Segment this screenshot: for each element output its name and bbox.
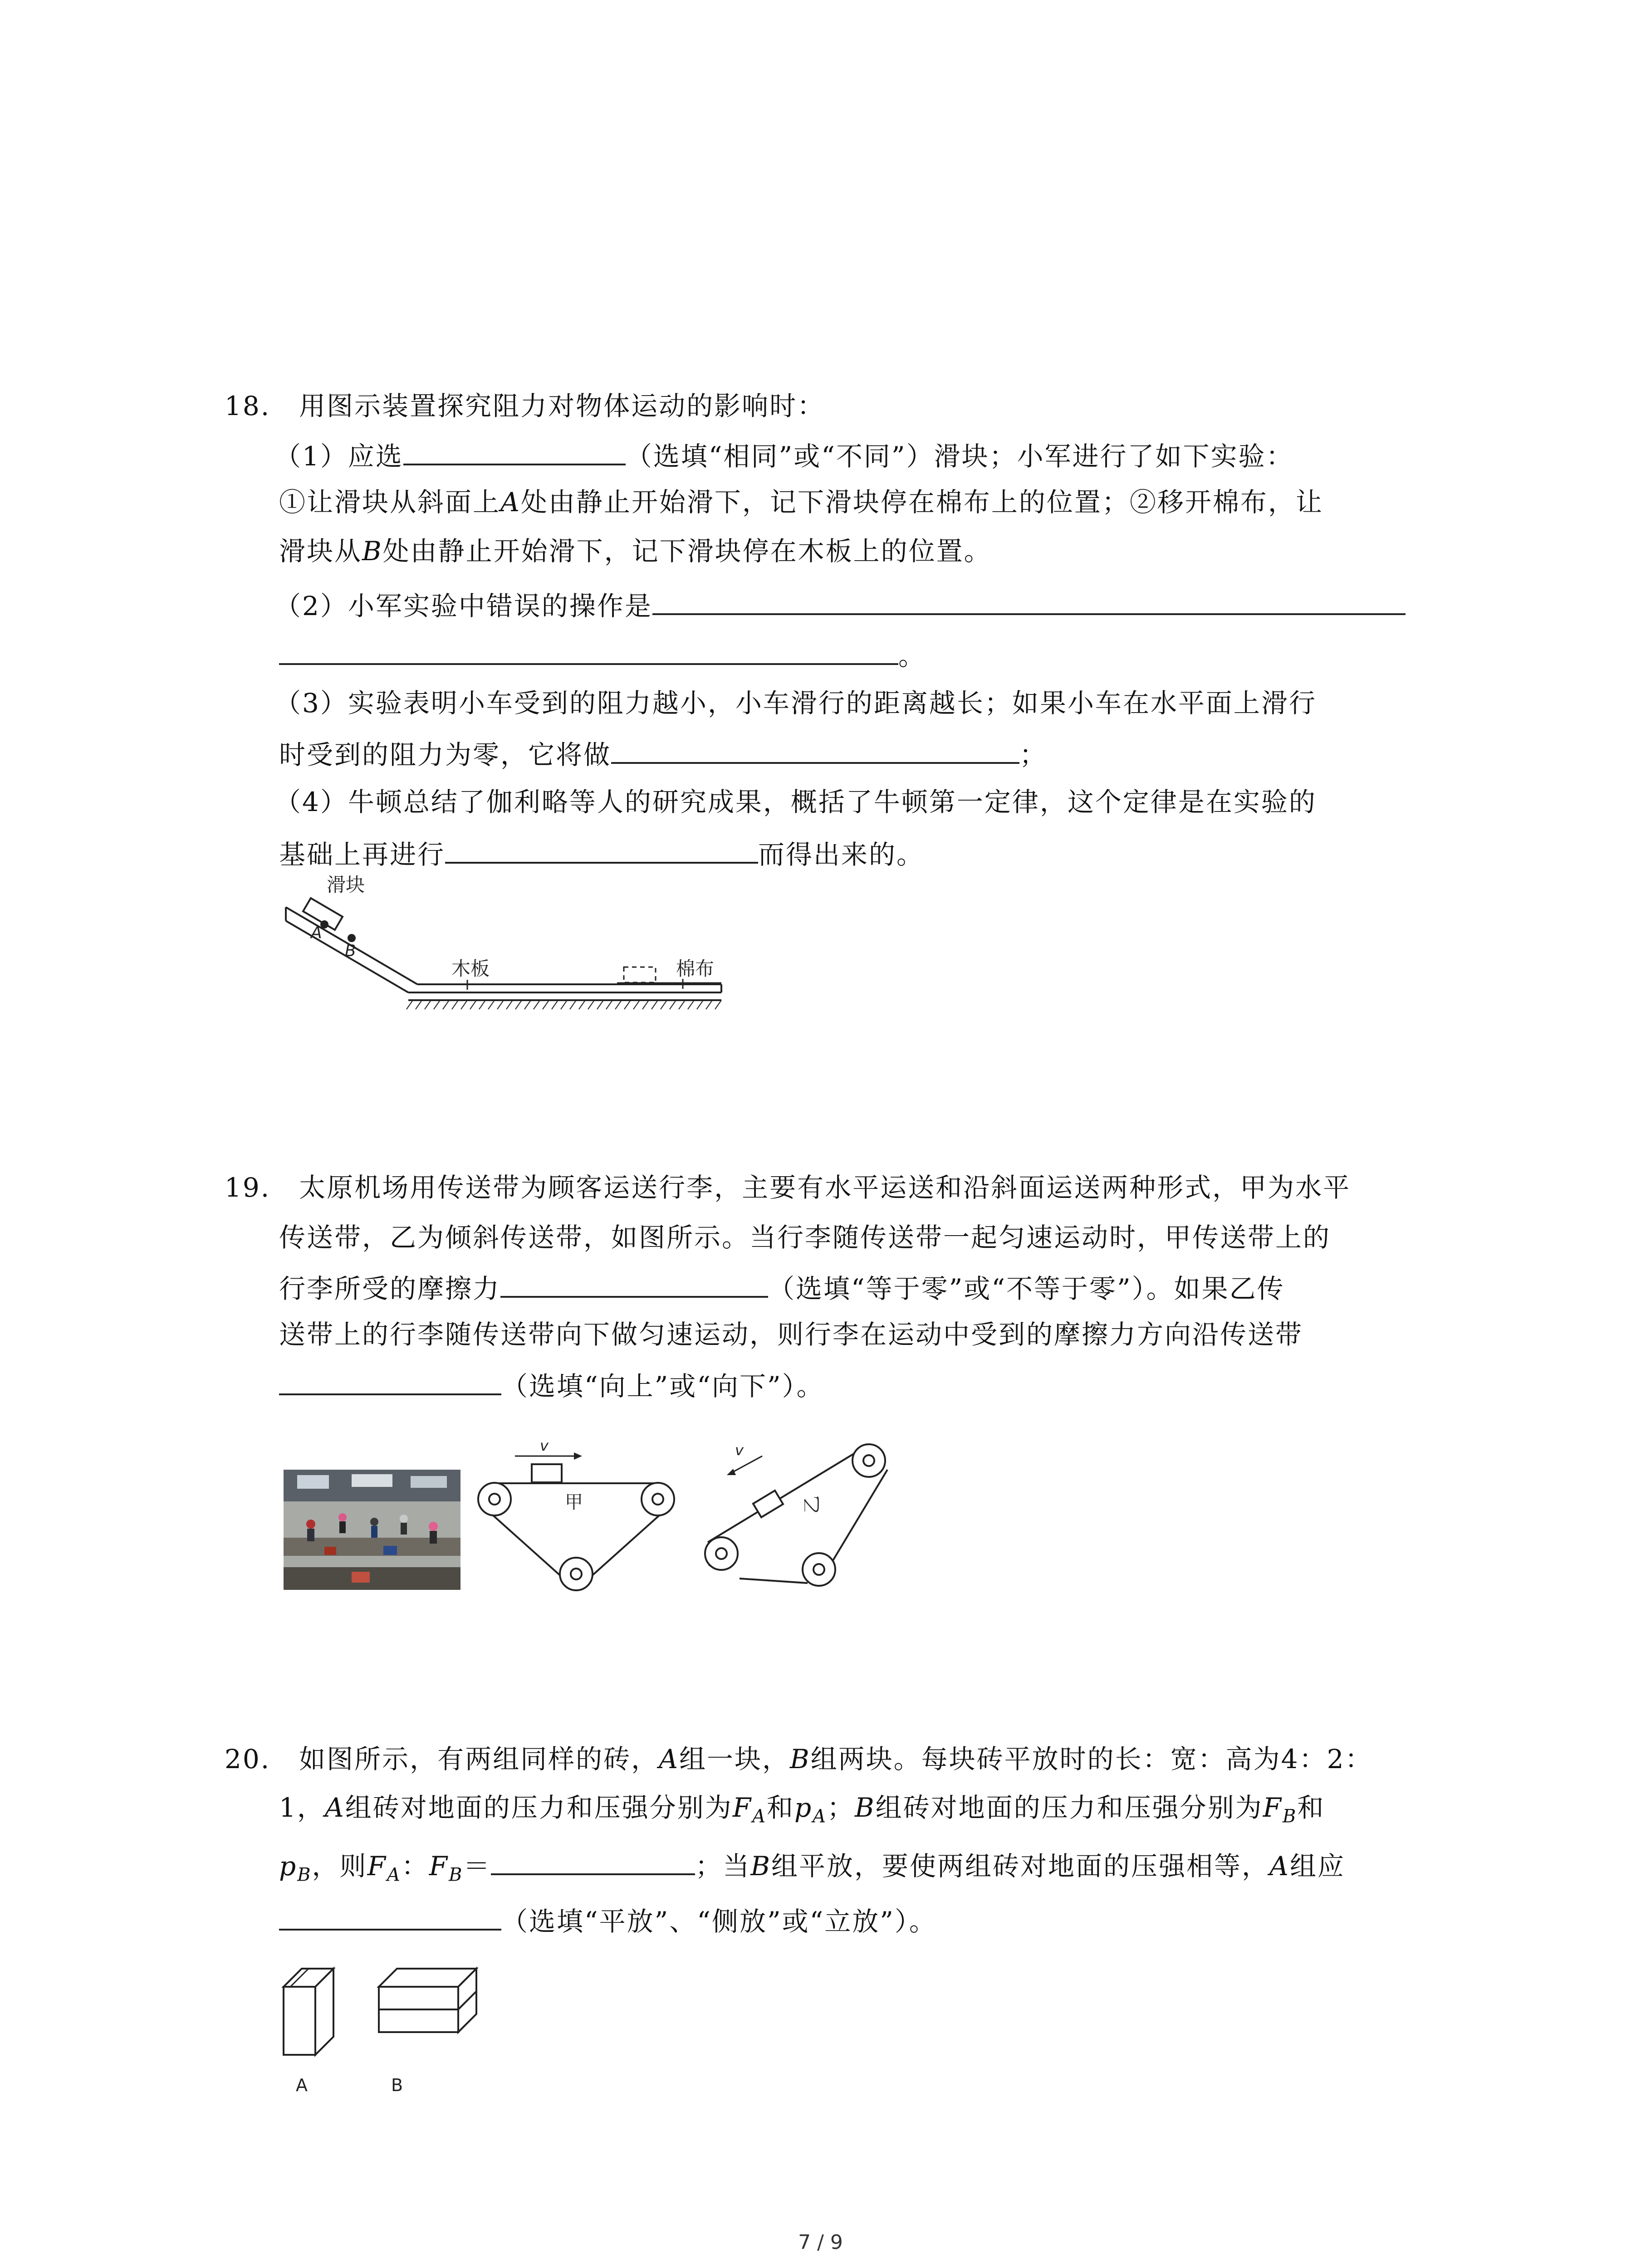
yi-v-label: v	[735, 1442, 744, 1459]
q19-line-4: 送带上的行李随传送带向下做匀速运动，则行李在运动中受到的摩擦力方向沿传送带	[279, 1319, 1303, 1350]
q18-part4-line-2: 基础上再进行 而得出来的。	[279, 834, 924, 873]
q18-part3-line: （3）实验表明小车受到的阻力越小，小车滑行的距离越长；如果小车在水平面上滑行	[274, 688, 1317, 719]
q20-line-4: （选填“平放”、“侧放”或“立放”）。	[279, 1901, 937, 1940]
board-label: 木板	[451, 958, 490, 980]
q18-stem: 用图示装置探究阻力对物体运动的影响时：	[299, 391, 825, 421]
slider-label: 滑块	[327, 874, 365, 896]
brick-b-label: B	[391, 2075, 403, 2095]
cloth-label: 棉布	[676, 958, 715, 980]
point-b-label: B	[345, 942, 356, 960]
q20-line-3: $p_B$，则$F_A$：$F_B=$ ；当B组平放，要使两组砖对地面的压强相等，A组应	[279, 1845, 1345, 1893]
conveyor-jia-figure	[472, 1433, 681, 1597]
q19-line-2: 传送带，乙为倾斜传送带，如图所示。当行李随传送带一起匀速运动时，甲传送带上的	[279, 1222, 1331, 1253]
q18-line-1	[225, 388, 825, 424]
jia-v-label: v	[540, 1437, 549, 1454]
q20-blank-1[interactable]	[491, 1845, 695, 1875]
q18-part1-line: （1）应选 （选填“相同”或“不同”）滑块；小军进行了如下实验：	[274, 435, 1294, 474]
q18-incline-figure	[272, 871, 735, 1021]
q18-part1-line-3: 滑块从B处由静止开始滑下，记下滑块停在木板上的位置。	[279, 536, 992, 567]
q19-blank-1[interactable]	[500, 1268, 768, 1298]
q18-part2-line: （2）小军实验中错误的操作是	[274, 585, 1406, 624]
brick-a-label: A	[296, 2075, 308, 2095]
q18-part4-line: （4）牛顿总结了伽利略等人的研究成果，概括了牛顿第一定律，这个定律是在实验的	[274, 787, 1317, 817]
q18-part2-line-2: 。	[279, 635, 926, 674]
q18-blank-2a[interactable]	[652, 585, 1406, 615]
conveyor-yi-figure	[699, 1433, 898, 1597]
jia-label: 甲	[565, 1492, 583, 1513]
q18-number: 18.	[225, 391, 271, 421]
q19-line-5: （选填“向上”或“向下”）。	[279, 1365, 824, 1404]
q19-line-3: 行李所受的摩擦力 （选填“等于零”或“不等于零”）。如果乙传	[279, 1268, 1285, 1307]
airport-photo	[284, 1470, 460, 1590]
q18-blank-3[interactable]	[611, 734, 1019, 764]
q18-blank-1[interactable]	[403, 435, 626, 465]
yi-label: 乙	[802, 1496, 823, 1514]
q19-blank-2[interactable]	[279, 1365, 501, 1395]
q20-line-1: 20. 如图所示，有两组同样的砖，A组一块，B组两块。每块砖平放时的长：宽：高为4：2：	[225, 1744, 1373, 1774]
q18-blank-4[interactable]	[445, 834, 758, 864]
page-number: 7 / 9	[798, 2231, 843, 2254]
point-a-label: A	[311, 924, 322, 942]
q20-bricks-figure	[277, 1950, 495, 2105]
q20-number: 20.	[225, 1744, 271, 1774]
q18-part3-line-2: 时受到的阻力为零，它将做 ；	[279, 734, 1047, 773]
q20-line-2: 1，A组砖对地面的压力和压强分别为$F_A$和$p_A$；B组砖对地面的压力和压强分别为$F_B$和	[279, 1792, 1325, 1827]
q18-part1-line-2: ①让滑块从斜面上A处由静止开始滑下，记下滑块停在棉布上的位置；②移开棉布，让	[279, 487, 1323, 518]
q20-blank-2[interactable]	[279, 1901, 501, 1931]
q19-line-1: 19. 太原机场用传送带为顾客运送行李，主要有水平运送和沿斜面运送两种形式，甲为水平	[225, 1172, 1351, 1203]
q19-number: 19.	[225, 1172, 271, 1203]
q18-blank-2b[interactable]	[279, 635, 898, 665]
